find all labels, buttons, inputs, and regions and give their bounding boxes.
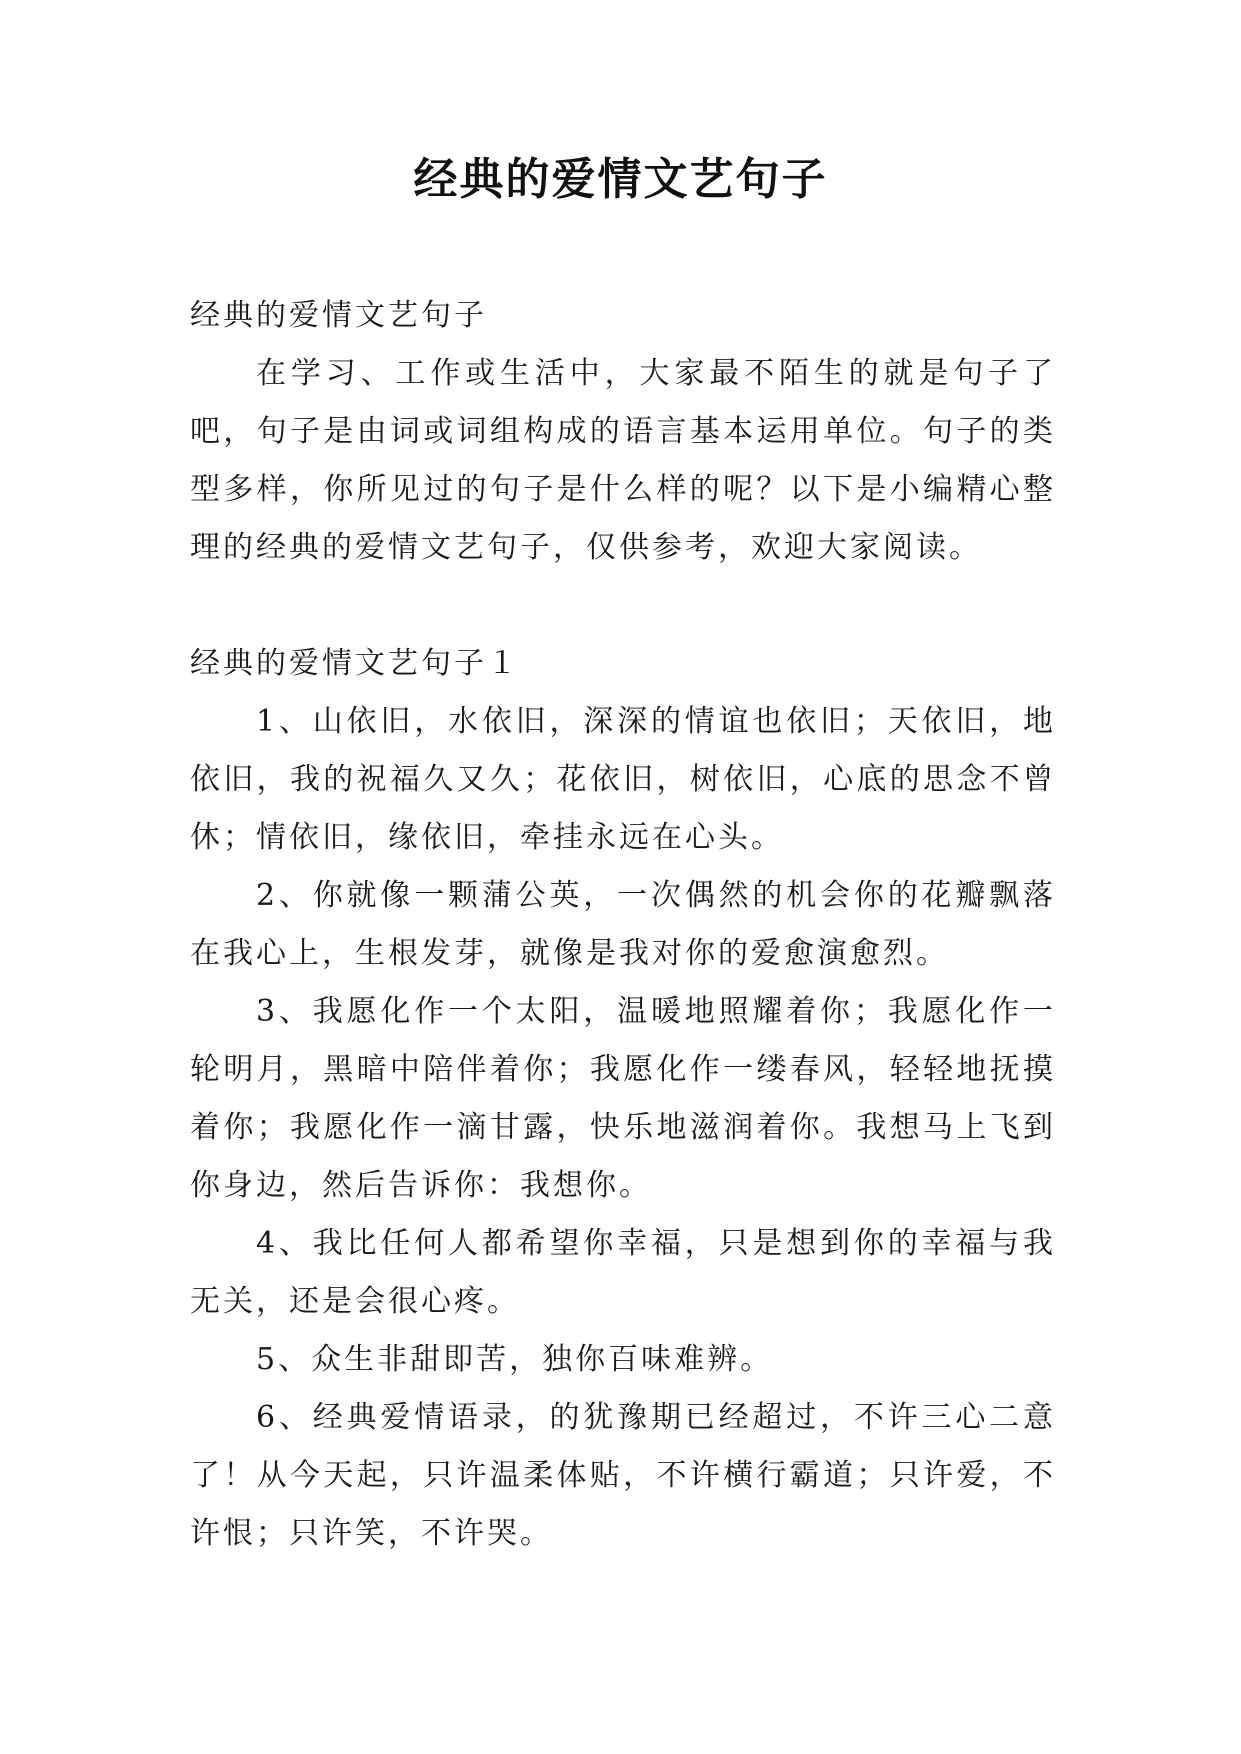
subtitle: 经典的爱情文艺句子: [190, 298, 487, 333]
list-item: 3、我愿化作一个太阳，温暖地照耀着你；我愿化作一轮明月，黑暗中陪伴着你；我愿化作一缕春风，轻轻地抚摸着你；我愿化作一滴甘露，快乐地滋润着你。我想马上飞到你身边，然后告诉你：我想你。: [190, 994, 1056, 1203]
list-item: 4、我比任何人都希望你幸福，只是想到你的幸福与我无关，还是会很心疼。: [190, 1226, 1056, 1319]
document-title: 经典的爱情文艺句子: [413, 154, 828, 205]
document-body: [190, 287, 1056, 1563]
section-heading: 经典的爱情文艺句子１: [190, 646, 520, 681]
list-item: 5、众生非甜即苦，独你百味难辨。: [256, 1342, 774, 1377]
list-item: 1、山依旧，水依旧，深深的情谊也依旧；天依旧，地依旧，我的祝福久又久；花依旧，树依旧，心底的思念不曾休；情依旧，缘依旧，牵挂永远在心头。: [190, 704, 1056, 855]
paragraph-spacer: [190, 577, 1056, 635]
list-item: 2、你就像一颗蒲公英，一次偶然的机会你的花瓣飘落在我心上，生根发芽，就像是我对你的爱愈演愈烈。: [190, 878, 1056, 971]
list-item: 6、经典爱情语录，的犹豫期已经超过，不许三心二意了！从今天起，只许温柔体贴，不许横行霸道；只许爱，不许恨；只许笑，不许哭。: [190, 1400, 1056, 1551]
intro-paragraph: 在学习、工作或生活中，大家最不陌生的就是句子了吧，句子是由词或词组构成的语言基本运用单位。句子的类型多样，你所见过的句子是什么样的呢？以下是小编精心整理的经典的爱情文艺句子，仅供参考，欢迎大家阅读。: [190, 356, 1056, 565]
